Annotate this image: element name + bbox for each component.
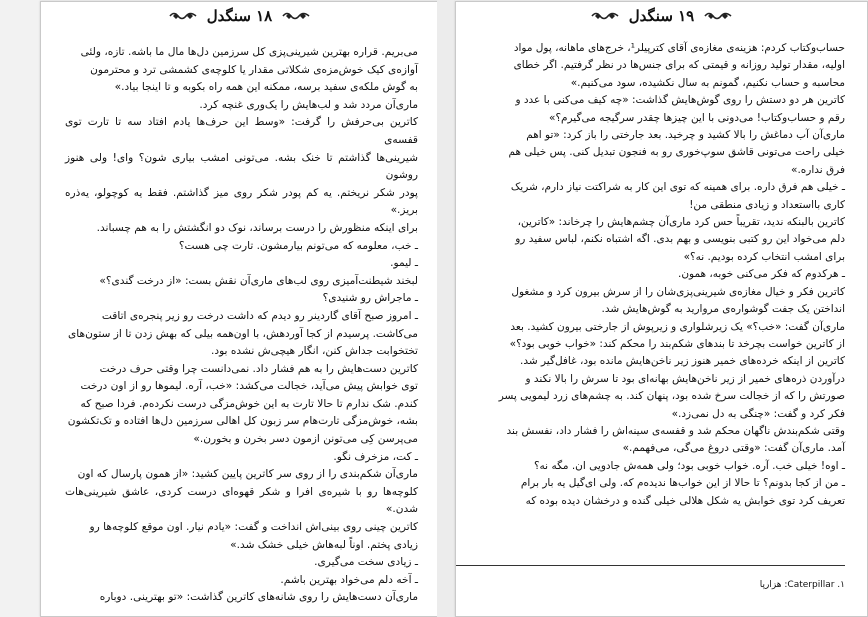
text-line: محاسبه و حساب نکنیم، گمونم به سال نکشیده، سود می‌کنیم.» bbox=[570, 76, 845, 89]
left-page-body bbox=[65, 44, 418, 608]
text-line: صورتش را که از خجالت سرخ شده بود، پنهان کند. به چشم‌های زرد لیمویی پسر bbox=[498, 390, 845, 403]
text-line: توی خوابش پیش می‌آید، خجالت می‌کشد: «خب، آره. لیموها رو از اون درخت bbox=[80, 380, 418, 393]
text-line: ماری‌آن مردد شد و لب‌هایش را یک‌وری غنچه کرد. bbox=[199, 98, 418, 111]
text-line: کاترین دست‌هایش را به هم فشار داد. نمی‌دانست چرا وقتی حرف درخت bbox=[99, 362, 418, 375]
text-line: می‌پرسن کِی می‌تونن ازمون دسر بخرن و بخورن.» bbox=[193, 433, 418, 446]
right-page-header bbox=[456, 6, 867, 25]
text-line: رقم و حساب‌وکتاب! می‌دونی با این چیزها چقدر سرگیجه می‌گیرم؟» bbox=[549, 111, 845, 124]
text-line: دلم می‌خواد این رو کتبی بنویسی و بهم بدی. اگه اشتباه نکنم، لباس سفید رو bbox=[515, 233, 845, 246]
text-line: درآوردن ذره‌های خمیر از زیر ناخن‌هایش بهانه‌ای بود تا سرش را بالا نکند و bbox=[525, 372, 845, 385]
right-page bbox=[455, 1, 868, 617]
text-line: کاترین بالبنکه ندید، تقریباً حس کرد ماری‌آن چشم‌هایش را چرخاند: «کاترین، bbox=[517, 216, 845, 229]
text-line: پودر شکر نریختم. یه کم پودر شکر روی میز گذاشتم. فقط یه کوچولو، یه‌ذره بریز.» bbox=[65, 186, 418, 217]
text-line: ـ خیلی هم فرق داره. برای همینه که توی این کار به شراکتت نیاز دارم، شریک bbox=[510, 181, 845, 194]
left-page-title: ۱۸ سنگدل bbox=[206, 6, 273, 25]
text-line: کاترین بی‌حرفش را گرفت: «وسط این حرف‌ها یادم افتاد سه تا تارت توی قفسه‌ی bbox=[65, 116, 418, 146]
ornament-icon bbox=[704, 6, 732, 25]
text-line: می‌بریم. قراره بهترین شیرینی‌پزی کل سرزمین دل‌ها مال ما باشه. تازه، ولئی bbox=[80, 46, 418, 58]
text-line: ماری‌آن شکم‌بندی را از روی سر کاترین پایین کشید: «از همون پارسال که اون bbox=[77, 468, 418, 481]
text-line: تختخوابت جداش کنن، انگار هیچی‌ش نشده بود. bbox=[211, 345, 418, 358]
text-line: کندم. شک ندارم تا حالا تارت به این خوش‌مزگی درست نکرده‌م. فردا صبح که bbox=[80, 397, 418, 410]
text-line: ـ امروز صبح آقای گاردینر رو دیدم که داشت درخت رو زیر پنجره‌ی اتاقت bbox=[101, 309, 418, 322]
ornament-icon bbox=[591, 6, 619, 25]
text-line: ـ آخه دلم می‌خواد بهترین باشم. bbox=[280, 573, 418, 586]
text-line: خیلی راحت می‌تونی قاشق سوپ‌خوری رو به فنجون تبدیل کنی. پس خیلی هم bbox=[508, 146, 845, 159]
text-line: ماری‌آن دست‌هایش را روی شانه‌های کاترین گذاشت: «تو بهترینی. دوباره bbox=[99, 591, 418, 604]
text-line: فکر کرد و گفت: «چنگی به دل نمی‌زد.» bbox=[671, 407, 845, 420]
footnote-divider bbox=[456, 565, 845, 566]
text-line: لبخند شیطنت‌آمیزی روی لب‌های ماری‌آن نقش بست: «از درخت گندی؟» bbox=[99, 274, 418, 287]
text-line: کاترین چینی روی بینی‌اش انداخت و گفت: «یادم نیار. اون موقع کلوچه‌ها رو bbox=[89, 521, 418, 534]
text-line: برای اینکه منظورش را درست برساند، نوک دو انگشتش را به هم چسباند. bbox=[96, 221, 418, 234]
text-line: انداختن یک جفت گوشواره‌ی مروارید به گوش‌هایش شد. bbox=[601, 303, 845, 316]
text-line: کاترین از اینکه خرده‌های خمیر هنوز زیر ناخن‌هایش مانده بود، غافل‌گیر شد. bbox=[520, 355, 845, 368]
text-line: ـ کت، مزخرف نگو. bbox=[333, 450, 418, 463]
text-line: کاترین فکر و خیال مغازه‌ی شیرینی‌پزی‌شان را از سرش بیرون کرد و مشغول bbox=[511, 285, 845, 298]
text-line: وقتی شکم‌بندش ناگهان محکم شد و قفسه‌ی سینه‌اش را فشار داد، نفسش بند bbox=[506, 424, 845, 437]
text-line: حساب‌وکتاب کردم: هزینه‌ی مغازه‌ی آقای کترپیلر¹، خرج‌های ماهانه، پول مواد bbox=[513, 42, 845, 54]
left-page bbox=[40, 1, 439, 617]
text-line: کاترین هر دو دستش را روی گوش‌هایش گذاشت: «چه کیف می‌کنی با عدد و bbox=[515, 94, 845, 107]
text-line: آمد. ماری‌آن گفت: «وقتی دروغ می‌گی، می‌فهمم.» bbox=[622, 442, 845, 455]
text-line: ـ من از کجا بدونم؟ تا حالا از این خواب‌ها ندیده‌م که. ولی ای‌گیل یه بار برام bbox=[520, 477, 845, 490]
text-line: شیرینی‌ها گذاشتم تا خنک بشه. می‌تونی امشب بیاری شون؟ وای! ولی هنوز روشون bbox=[65, 151, 418, 182]
text-line: ـ لیمو. bbox=[390, 257, 418, 270]
text-line: برای امشب انتخاب کرده بودیم. نه؟» bbox=[683, 250, 845, 263]
ornament-icon bbox=[169, 6, 197, 25]
text-line: ـ هرکدوم که فکر می‌کنی خوبه، همون. bbox=[678, 268, 845, 281]
ornament-icon bbox=[282, 6, 310, 25]
right-page-title: ۱۹ سنگدل bbox=[628, 6, 695, 25]
text-line: کلوچه‌ها رو با شیره‌ی افرا و شکر قهوه‌ای درست کردی، عاشق شیرینی‌هات شدن.» bbox=[65, 485, 418, 516]
text-line: آوازه‌ی کیک خوش‌مزه‌ی شکلاتی مقدار یا کلوچه‌ی کشمشی ترد و محترمون bbox=[90, 63, 418, 76]
text-line: بشه، خوش‌مزگی تارت‌هام سر زبون کل اهالی سرزمین دل‌ها افتاده و تک‌تکشون bbox=[67, 415, 418, 428]
text-line: ـ ماجراش رو شنیدی؟ bbox=[322, 292, 418, 305]
left-page-header bbox=[41, 6, 438, 25]
text-line: ـ اوه! خیلی خب. آره. خواب خوبی بود؛ ولی همه‌ش جادویی ان. مگه نه؟ bbox=[533, 459, 845, 472]
right-page-body bbox=[482, 40, 845, 580]
text-line: ـ زیادی سخت می‌گیری. bbox=[314, 556, 418, 569]
text-line: ماری‌آن گفت: «خب؟» یک زیرشلواری و زیرپوش از جارختی بیرون کشید. بعد bbox=[510, 320, 845, 333]
text-line: کاری بااستعداد و زیادی منطقی من! bbox=[689, 198, 845, 211]
text-line: تعریف کرد توی خوابش یه شکل هلالی خیلی گنده و درخشان دیده بوده که bbox=[525, 494, 845, 507]
text-line: به گوش ملکه‌ی سفید برسه، ممکنه این همه راه بکوبه و تا اینجا بیاد.» bbox=[114, 81, 418, 94]
footnote: ۱. Caterpillar: هزارپا bbox=[759, 580, 845, 590]
text-line: می‌کاشت. پرسیدم از کجا آوردهش، با اون‌همه بیلی که بهش زدن تا از ستون‌های bbox=[68, 327, 418, 340]
text-line: اولیه، مقدار تولید روزانه و قیمتی که برای جنس‌ها در نظر گرفتیم. اگر خطای bbox=[513, 59, 845, 72]
text-line: از کاترین خواست بچرخد تا بندهای شکم‌بند را محکم کند: «خواب خوبی بود؟» bbox=[509, 337, 845, 350]
text-line: زیادی پختم. اوناً لبه‌هاش خیلی خشک شد.» bbox=[230, 538, 418, 551]
page-gutter bbox=[437, 0, 455, 617]
text-line: ـ خب، معلومه که می‌تونم بیارمشون. تارت چی هست؟ bbox=[178, 239, 418, 252]
text-line: فرق نداره.» bbox=[791, 163, 845, 176]
text-line: ماری‌آن آب دماغش را بالا کشید و چرخید. بعد جارختی را باز کرد: «تو اهم bbox=[526, 129, 845, 142]
